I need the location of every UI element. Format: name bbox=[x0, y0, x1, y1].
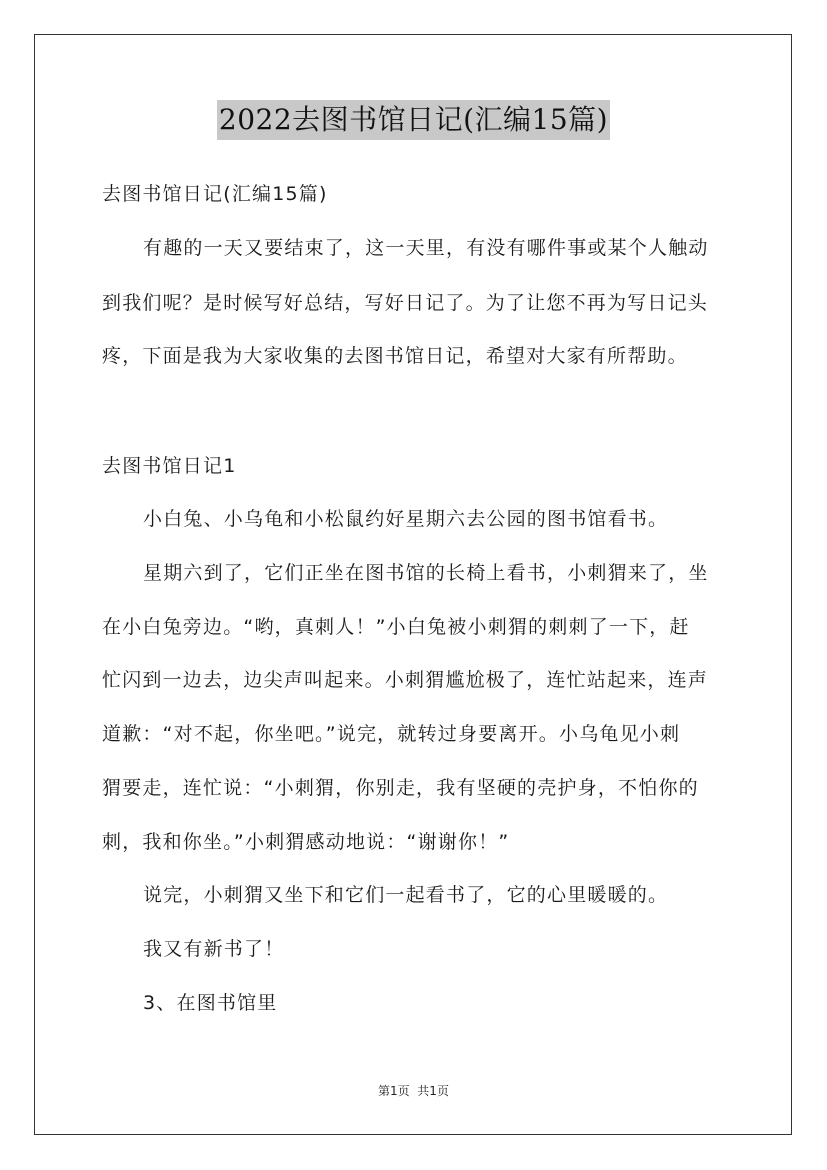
body-line: 在小白兔旁边。“哟，真刺人！”小白兔被小刺猬的刺刺了一下，赶 bbox=[102, 616, 690, 638]
intro-line: 有趣的一天又要结束了，这一天里，有没有哪件事或某个人触动 bbox=[143, 237, 709, 259]
body-line: 我又有新书了！ bbox=[143, 938, 285, 960]
body-line: 刺，我和你坐。”小刺猬感动地说：“谢谢你！” bbox=[102, 831, 510, 853]
title-container bbox=[0, 100, 827, 140]
page-footer bbox=[0, 1083, 827, 1099]
body-line: 忙闪到一边去，边尖声叫起来。小刺猬尴尬极了，连忙站起来，连声 bbox=[102, 669, 709, 691]
body-line: 道歉：“对不起，你坐吧。”说完，就转过身要离开。小乌龟见小刺 bbox=[102, 723, 681, 745]
intro-line: 疼，下面是我为大家收集的去图书馆日记，希望对大家有所帮助。 bbox=[102, 345, 688, 367]
document-title: 2022去图书馆日记(汇编15篇) bbox=[217, 100, 610, 140]
body-line: 星期六到了，它们正坐在图书馆的长椅上看书，小刺猬来了，坐 bbox=[143, 562, 709, 584]
section-heading: 去图书馆日记1 bbox=[102, 455, 237, 477]
page-number-label: 第1页 共1页 bbox=[378, 1084, 449, 1098]
body-line: 小白兔、小乌龟和小松鼠约好星期六去公园的图书馆看书。 bbox=[143, 508, 669, 530]
body-line: 猬要走，连忙说：“小刺猬，你别走，我有坚硬的壳护身，不怕你的 bbox=[102, 777, 699, 799]
body-line: 3、在图书馆里 bbox=[143, 992, 278, 1014]
body-line: 说完，小刺猬又坐下和它们一起看书了，它的心里暖暖的。 bbox=[143, 884, 669, 906]
intro-line: 到我们呢？是时候写好总结，写好日记了。为了让您不再为写日记头 bbox=[102, 292, 709, 314]
subtitle: 去图书馆日记(汇编15篇) bbox=[102, 183, 328, 205]
